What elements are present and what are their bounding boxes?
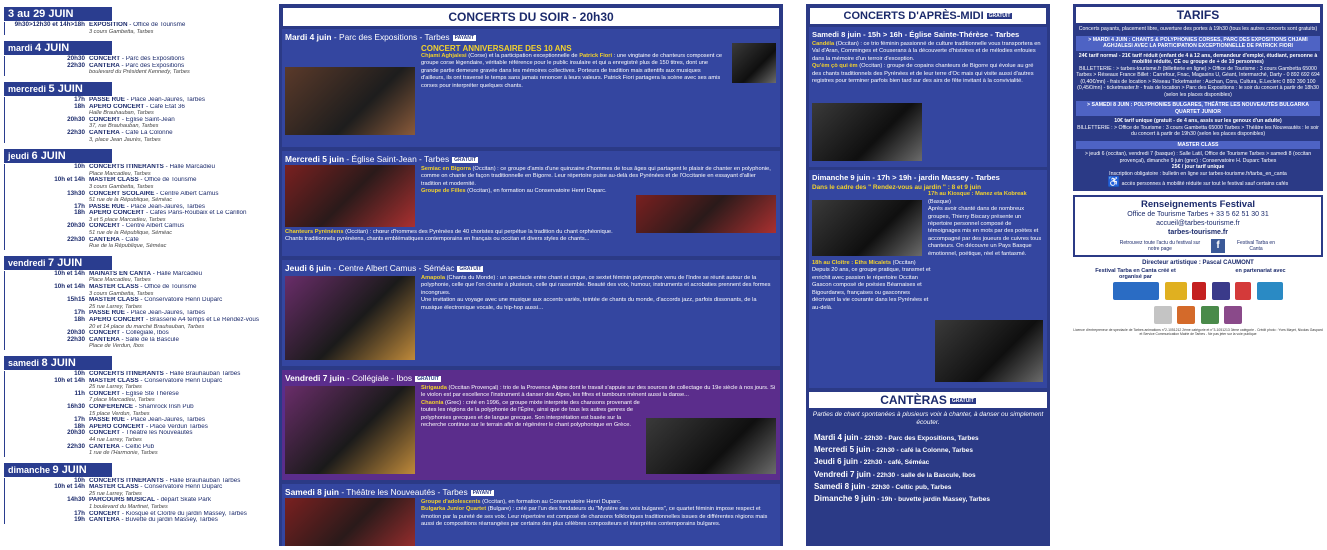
event-venue: - Shamrock Irish Pub	[133, 403, 194, 410]
schedule-event	[4, 484, 266, 497]
schedule-day	[4, 79, 266, 143]
event-venue: - Halle Brauhauban Tarbes	[163, 370, 241, 377]
canteras-title: CANTÈRAS GRATUIT	[809, 392, 1047, 408]
gratuit-badge: GRATUIT	[951, 397, 974, 404]
partner-logo	[1224, 306, 1242, 324]
organizer-label: Festival Tarba en Canta créé et organisé par	[1095, 267, 1176, 280]
event-title: CONCERT	[89, 430, 121, 437]
partner-logo	[1201, 306, 1219, 324]
event-address: 25 rue Larrey, Tarbes	[89, 303, 142, 310]
event-venue: - Office de Tourisme	[127, 22, 186, 28]
cantera-item: Dimanche 9 juin - 19h - buvette jardin Massey, Tarbes	[814, 494, 990, 504]
schedule-day-header: jeudi 6 JUIN	[4, 149, 112, 163]
event-title: PASSE RUE	[89, 417, 125, 424]
billetterie-info: BILLETTERIE : > Office de Tourisme : 3 cours Gambetta 65000 Tarbes > Théâtre les Nouveautés : le soir du concert à partir de 19h30 (selon les places disponibles)	[1077, 124, 1319, 137]
event-title: PARCOURS MUSICAL	[89, 497, 156, 504]
event-time: 10h	[74, 476, 85, 484]
event-time: 17h	[74, 202, 85, 210]
event-venue: - Conservatoire Henri Duparc	[138, 297, 223, 304]
event-time: 10h et 14h	[54, 376, 85, 384]
event-title: CONCERT	[89, 56, 121, 63]
event-title: CONCERT	[89, 330, 121, 337]
concert-card-wednesday	[282, 151, 780, 256]
event-venue: - Conservatoire Henri Duparc	[138, 377, 223, 384]
schedule-event	[4, 56, 266, 63]
event-title: CANTÈRA	[89, 62, 120, 69]
tarbes-animations-logo	[1113, 282, 1159, 300]
event-venue: - Celtic Pub	[119, 443, 155, 450]
event-title: CONCERT	[89, 223, 121, 230]
schedule-day	[4, 253, 266, 350]
schedule-event	[4, 417, 266, 424]
legal-notice: Licence d'entrepreneur de spectacle de Tarbes animations n°2-1051212 2ème catégorie et n°3-1051213 3ème catégorie - Crédit photo : Yves Mayet, Nicolas Gaspard et Service Communication Mairie de Tarbes - Ne pas jeter sur la voie publique	[1073, 327, 1323, 336]
schedule-event	[4, 204, 266, 211]
info-column	[1073, 4, 1323, 546]
canteras-block	[809, 392, 1047, 505]
schedule-event	[4, 104, 266, 117]
event-time: 17h	[74, 309, 85, 317]
event-time: 17h	[74, 509, 85, 517]
facebook-page-name: Festival Tarba en Canta	[1237, 239, 1275, 252]
contact-block	[1073, 195, 1323, 257]
event-time: 10h et 14h	[54, 176, 85, 184]
concert-description: Sirigauda (Occitan Provençal) : trio de la Provence Alpine dont le travail s'appuie sur des sources de collectage du 19e siècle à nos jours. Si le violon est par excellence l'instrument à danser des Alpes, les fifres et tambours mènent aussi la danse...	[421, 385, 776, 399]
event-address: Place de Verdun, Ibos	[89, 343, 144, 350]
schedule-day-header: mardi 4 JUIN	[4, 41, 112, 55]
concert-photo	[812, 200, 922, 256]
canteras-list	[809, 432, 1047, 505]
event-venue: - Eglise Ste Thérèse	[120, 390, 179, 397]
event-venue: - Halle Brauhauban Tarbes	[163, 477, 241, 484]
canteras-intro: Parties de chant spontanées à plusieurs voix à chanter, à danser ou simplement écouter.	[812, 411, 1044, 426]
event-time: 13h30	[67, 189, 85, 197]
payant-badge: GRATUIT	[459, 265, 482, 272]
event-address: Halle Brauhauban, Tarbes	[89, 110, 154, 117]
cantera-item: Mercredi 5 juin - 22h30 - café la Colonne, Tarbes	[814, 445, 973, 455]
event-time: 20h30	[67, 115, 85, 123]
event-title: MASTER CLASS	[89, 177, 139, 184]
event-venue: - Cafés Paris-Roubaix et Le Carillon	[144, 210, 247, 217]
event-address: 20 et 14 place du marché Brauhauban, Tarbes	[89, 323, 205, 330]
contact-website[interactable]: tarbes-tourisme.fr	[1168, 228, 1228, 236]
concert-card-thursday	[282, 260, 780, 366]
event-venue: - Place Jean-Jaurès, Tarbes	[124, 310, 205, 317]
tarifs-title: TARIFS	[1076, 7, 1320, 23]
event-venue: - Café	[119, 236, 139, 243]
event-time: 18h	[74, 209, 85, 217]
event-venue: - Conservatoire Henri Duparc	[138, 484, 223, 491]
event-venue: - Place Jean-Jaurès, Tarbes	[124, 203, 205, 210]
afternoon-card-saturday: Samedi 8 juin - 15h > 16h - Église Sainte-Thérèse - Tarbes Candéla (Occitan) : ce trio féminin passionné de culture traditionnelle vous transportera en Val d'Aran, Comminges et Couserans à la découverte d'histoires et de mélodies enfouies dans la mémoire d'un terroir d'exception. Qu'èm çò qui èm (Occitan) : groupe de copains chanteurs de Bigorre qui évolue au gré des chants traditionnels des Pyrénées et de leur terre d'Oc mais qui visite aussi d'autres registres pour terminer parfois bien tard sur des airs de fête invitant à la convivialité.	[809, 27, 1047, 167]
partner-logo	[1235, 282, 1251, 300]
schedule-event	[4, 310, 266, 317]
concert-description: Groupe d'adolescents (Occitan), en formation au Conservatoire Henri Duparc. Bulgarka Junior Quartet (Bulgare) : créé par l'un des fondateurs du "Mystère des voix bulgares", ce quartet féminin impose respect et émotion par la pureté de ses voix. Leur répertoire est composé de chansons folkloriques traditionnelles issues de différentes régions mais aussi de compositions réarrangées par certains des plus célèbres compositeurs et interprètes contemporains bulgares.	[421, 499, 768, 528]
concert-description: Chaonia (Grec) : créé en 1996, ce groupe mixte interprète des chansons provenant de toutes les régions de la polyphonie de l'Épire, ainsi que de tous les autres genres de polyphonies grecques et de langue grecque. Son interprétation est basée sur la recherche continue sur le terrain afin de régénérer le chant polyphonique en Grèce.	[421, 399, 640, 429]
event-title: CANTÈRA	[89, 236, 120, 243]
event-time: 20h30	[67, 222, 85, 230]
schedule-event	[4, 223, 266, 236]
schedule-day	[4, 146, 266, 250]
event-address: 51 rue de la République, Séméac	[89, 230, 173, 237]
payant-badge: PAYANT	[454, 34, 474, 41]
schedule-day	[4, 353, 266, 457]
concert-photo	[285, 386, 415, 474]
event-address: 3, place Jean Jaurès, Tarbes	[89, 136, 161, 143]
schedule-day-header: dimanche 9 JUIN	[4, 463, 112, 477]
event-address: 3 cours Gambetta, Tarbes	[89, 28, 154, 35]
event-venue: - Halle Marcadieu	[151, 270, 203, 277]
event-title: EXPOSITION	[89, 22, 128, 28]
event-time: 22h30	[67, 442, 85, 450]
event-title: CANTÈRA	[89, 129, 120, 136]
evening-concerts-panel	[279, 4, 783, 546]
event-time: 20h30	[67, 329, 85, 337]
event-title: CONCERTS ITINÉRANTS	[89, 164, 164, 171]
schedule-day	[4, 38, 266, 76]
concert-photo	[285, 276, 415, 360]
tarif-price: 24€ tarif normal - 21€ tarif réduit (enfant de 4 à 12 ans, demandeur d'emploi, étudiant, personne à mobilité réduite, CE ou groupe de + de 10 personnes)	[1078, 52, 1318, 65]
event-address: 44 rue Larrey, Tarbes	[89, 436, 142, 443]
schedule-event	[4, 511, 266, 518]
concert-description: CONCERT ANNIVERSAIRE DES 10 ANS Chjami Aghjalesi (Corse) et la participation exceptionnelle de Patrick Fiori : une vingtaine de chanteurs composent ce groupe corse légendaire, véritable référence pour le public insulaire et qui a enregistré plus de 150 titres, dont une grande partie demeure gravée dans les mémoires collectives. Porteurs de tradition mais attentifs aux musiques d'ailleurs, ils ont traversé le temps sans jamais renoncer à leurs valeurs. Patrick Fiori partagera la scène avec ses amis corses pour interpréter quelques chants.	[421, 44, 725, 90]
partner-label: en partenariat avec	[1235, 267, 1286, 274]
event-time: 19h	[74, 516, 85, 524]
schedule-event	[4, 97, 266, 104]
credits-block	[1073, 260, 1323, 336]
partner-logo	[1257, 282, 1283, 300]
tarif-band: > MARDI 4 JUIN : CHANTS & POLYPHONIES CORSES, PARC DES EXPOSITIONS CHJAMI AGHJALESI AVEC LA PARTICIPATION EXCEPTIONNELLE DE PATRICK FIORI	[1076, 36, 1320, 51]
cantera-item: Vendredi 7 juin - 22h30 - salle de la Bascule, Ibos	[814, 469, 976, 479]
schedule-day-header: 3 au 29 JUIN	[4, 7, 112, 21]
event-title: CONCERTS ITINÉRANTS	[89, 477, 164, 484]
concert-photo	[636, 195, 776, 233]
event-title: CONCERTS ITINÉRANTS	[89, 370, 164, 377]
event-address: 25 rue Larrey, Tarbes	[89, 384, 142, 391]
schedule-day	[4, 4, 266, 35]
event-address: 1 boulevard du Martinet, Tarbes	[89, 504, 168, 511]
partner-logo	[1192, 282, 1206, 300]
event-venue: - Place Jean-Jaurès, Tarbes	[124, 417, 205, 424]
concert-title: Samedi 8 juin - 15h > 16h - Église Sainte-Thérèse - Tarbes	[812, 30, 1020, 39]
schedule-event	[4, 237, 266, 250]
event-title: CONCERT	[89, 116, 121, 123]
concert-title: Jeudi 6 juin - Centre Albert Camus - Séméac GRATUIT	[285, 263, 482, 273]
concert-card-saturday	[282, 484, 780, 546]
schedule-event	[4, 271, 266, 284]
event-venue: - Café La Colonne	[119, 129, 173, 136]
billetterie-info: BILLETTERIE : > tarbes-tourisme.fr (billetterie en ligne) > Office de Tourisme : 3 cours Gambetta 65000 Tarbes > Réseaux France Billet : Carrefour, Fnac, Magasins U, Géant, Intermarché, Darty - 0 892 692 694 (0,40€/mn) - frais de location > Réseau Ticketmaster : Auchan, Cora, Cultura, E.Leclerc 0 892 390 100 (0,45€/mn) - ticketmaster.fr - frais de location > Parc des Expositions : le soir du concert à partir de 18h30 (selon les places disponibles)	[1076, 65, 1320, 98]
concert-description: Amapola (Chants du Monde) : un spectacle entre chant et cirque, ce sextet féminin polymorphe venu de l'Indre se réunit autour de la polyphonie, celle que l'on chante à plusieurs, celle qui rassemble. Beauté des voix, humour, instruments et acrobaties prennent des formes incongrues. Une invitation au voyage avec une musique aux accents variés, teintée de chants du monde, d'accords jazz, parfois dissonants, de la musique électronique vocale, du hip-hop aussi…	[421, 275, 771, 311]
event-address: 7 place Marcadieu, Tarbes	[89, 397, 155, 404]
event-title: PASSE RUE	[89, 310, 125, 317]
cantera-item: Jeudi 6 juin - 22h30 - café, Séméac	[814, 457, 930, 467]
gratuit-badge: GRATUIT	[417, 375, 439, 382]
event-time: 17h	[74, 416, 85, 424]
concert-description: Chanteurs Pyrénéens (Occitan) : chœur d'hommes des Pyrénées de 40 choristes qui perpétue la tradition du chant orphéonique. Chants traditionnels pyrénéens, chants emblématiques contemporains en français ou occitan et divers styles de chants...	[285, 229, 613, 243]
event-time: 10h	[74, 163, 85, 171]
concert-photo	[646, 418, 776, 474]
schedule-event	[4, 517, 266, 524]
event-venue: - Office de Tourisme	[138, 177, 197, 184]
schedule-event	[4, 284, 266, 297]
gratuit-badge: GRATUIT	[454, 156, 477, 163]
tarif-band: MASTER CLASS	[1076, 141, 1320, 150]
concert-card-friday	[282, 370, 780, 480]
cantera-item: Mardi 4 juin - 22h30 - Parc des Expositions, Tarbes	[814, 433, 979, 442]
schedule-event	[4, 177, 266, 190]
masterclass-registration: Inscription obligatoire : bulletin en ligne sur tarbes-tourisme.fr/tarba_en_canta	[1109, 170, 1287, 177]
schedule-day-header: mercredi 5 JUIN	[4, 82, 112, 96]
schedule-event	[4, 391, 266, 404]
schedule-event	[4, 63, 266, 76]
event-title: MASTER CLASS	[89, 377, 139, 384]
schedule-event	[4, 210, 266, 223]
event-address: 3 cours Gambetta, Tarbes	[89, 290, 154, 297]
schedule-event	[4, 444, 266, 457]
schedule-event	[4, 478, 266, 485]
concert-subtitle: Dans le cadre des " Rendez-vous au jardin " : 8 et 9 juin	[812, 184, 982, 191]
contact-phone: Office de Tourisme Tarbes + 33 5 62 51 30 31	[1127, 210, 1269, 218]
event-time: 18h	[74, 102, 85, 110]
event-address: 3 cours Gambetta, Tarbes	[89, 183, 154, 190]
event-time: 10h et 14h	[54, 283, 85, 291]
tarif-band: > SAMEDI 8 JUIN : POLYPHONIES BULGARES, THÉÂTRE LES NOUVEAUTÉS BULGARKA QUARTET JUNIOR	[1076, 101, 1320, 116]
cantera-item: Samedi 8 juin - 22h30 - Celtic pub, Tarbes	[814, 481, 952, 491]
concert-title: Mercredi 5 juin - Église Saint-Jean - Tarbes GRATUIT	[285, 154, 477, 164]
schedule-event	[4, 317, 266, 330]
tarifs-block	[1073, 4, 1323, 191]
schedule-event	[4, 117, 266, 130]
tarifs-intro: Concerts payants, placement libre, ouverture des portes à 19h30 (tous les autres concerts sont gratuits)	[1078, 26, 1318, 32]
concert-description: Depuis 20 ans, ce groupe pratique, transmet et enrichit avec passion le répertoire Occitan Gascon composé de poésies Béarnaises et Bigourdanes, françaises ou gasconnes décrivant la vie courante dans les Pyrénées et au-delà.	[812, 267, 931, 311]
event-title: CANTÈRA	[89, 443, 120, 450]
event-time: 20h30	[67, 55, 85, 63]
schedule-day-header: vendredi 7 JUIN	[4, 256, 112, 270]
event-address: 3 et 5 place Marcadieu, Tarbes	[89, 216, 166, 223]
event-address: 15 place Verdun, Tarbes	[89, 410, 150, 417]
event-venue: - Buvette du jardin Massey, Tarbes	[119, 517, 218, 524]
gratuit-badge: GRATUIT	[988, 13, 1011, 20]
event-venue: - départ Skate Park	[155, 497, 212, 504]
schedule-event	[4, 330, 266, 337]
event-time: 22h30	[67, 61, 85, 69]
concert-title: Samedi 8 juin - Théâtre les Nouveautés - Tarbes PAYANT	[285, 487, 492, 497]
event-venue: - Brasserie A4 temps et Le Rendez-vous	[144, 317, 260, 323]
schedule-event	[4, 371, 266, 378]
event-time: 20h30	[67, 429, 85, 437]
concert-photo	[285, 67, 415, 135]
event-time: 22h30	[67, 128, 85, 136]
masterclass-price: 25€ / jour tarif unique	[1171, 164, 1225, 170]
event-time: 18h	[74, 422, 85, 430]
event-time: 10h	[74, 369, 85, 377]
concert-photo	[285, 498, 415, 546]
schedule-column	[4, 4, 266, 546]
event-address: boulevard du Président Kennedy, Tarbes	[89, 69, 190, 76]
event-venue: - Centre Albert Camus	[120, 223, 185, 230]
event-time: 16h30	[67, 402, 85, 410]
artistic-director: Directeur artistique : Pascal CAUMONT	[1142, 259, 1254, 266]
partner-logo	[1154, 306, 1172, 324]
afternoon-card-sunday: Dimanche 9 juin - 17h > 19h - jardin Massey - Tarbes Dans le cadre des " Rendez-vous au jardin " : 8 et 9 juin 17h au Kiosque : Manez eta Kobreak (Basque) Après avoir chanté dans de nombreux groupes, Thierry Biscary présente un répertoire personnel composé de témoignages mis en mots par des poètes et accompagné par des joueurs de cuivres tous chanteurs. On découvre un Pays Basque émotionnel, poétique, réel et fantasmé. 18h au Cloître : Eths Micalets (Occitan) Depuis 20 ans, ce groupe pratique, transmet et enrichit avec passion le répertoire Occitan Gascon composé de poésies Béarnaises et Bigourdanes, françaises ou gasconnes décrivant la vie courante dans les Pyrénées et au-delà.	[809, 170, 1047, 388]
partner-logo	[1212, 282, 1230, 300]
concert-photo	[285, 165, 415, 227]
event-time: 11h	[74, 389, 85, 397]
event-title: APÉRO CONCERT	[89, 103, 145, 110]
event-address: Place Marcadieu, Tarbes	[89, 170, 151, 177]
event-title: MASTER CLASS	[89, 297, 139, 304]
event-address: 51 rue de la République, Séméac	[89, 197, 173, 204]
event-time: 18h	[74, 316, 85, 323]
tarif-price: 10€ tarif unique (gratuit - de 4 ans, assis sur les genoux d'un adulte)	[1114, 118, 1282, 124]
event-address: 1 rue de l'Harmonie, Tarbes	[89, 450, 158, 457]
concert-photo	[812, 103, 922, 161]
event-title: CANTÈRA	[89, 517, 120, 524]
partner-logo	[1177, 306, 1195, 324]
concert-title: Dimanche 9 juin - 17h > 19h - jardin Massey - Tarbes	[812, 173, 1000, 182]
schedule-event	[4, 164, 266, 177]
event-title: CANTÈRA	[89, 336, 120, 343]
payant-badge: PAYANT	[472, 489, 492, 496]
event-time: 14h30	[67, 496, 85, 504]
event-title: APÉRO CONCERT	[89, 210, 145, 217]
schedule-event	[4, 424, 266, 431]
event-venue: - Salle de la Bascule	[119, 336, 179, 343]
event-time: 22h30	[67, 335, 85, 343]
schedule-day-header: samedi 8 JUIN	[4, 356, 112, 370]
schedule-event	[4, 297, 266, 310]
event-title: CONFÉRENCE	[89, 403, 134, 410]
evening-concerts-header: CONCERTS DU SOIR - 20h30	[283, 8, 779, 26]
event-venue: - Parc des Expositions	[119, 62, 185, 69]
event-title: APÉRO CONCERT	[89, 317, 145, 323]
event-time: 17h	[74, 95, 85, 103]
schedule-event	[4, 22, 266, 35]
afternoon-concerts-header: CONCERTS D'APRÈS-MIDI GRATUIT	[810, 8, 1046, 24]
event-venue: - Eglise Saint-Jean	[120, 116, 175, 123]
concert-photo	[935, 320, 1043, 382]
event-address: 25 rue Larrey, Tarbes	[89, 490, 142, 497]
schedule-event	[4, 404, 266, 417]
event-title: CONCERT	[89, 390, 121, 397]
event-venue: - Halle Marcadieu	[163, 164, 215, 171]
concert-description: Qu'èm çò qui èm (Occitan) : groupe de copains chanteurs de Bigorre qui évolue au gré des chants traditionnels des Pyrénées et de leur terre d'Oc mais qui visite aussi d'autres registres pour terminer parfois bien tard sur des airs de fête invitant à la convivialité.	[812, 63, 1034, 85]
afternoon-concerts-panel	[806, 4, 1050, 546]
event-venue: - Collégiale, Ibos	[120, 330, 169, 337]
facebook-follow-text: Retrouvez toute l'actu du festival sur notre page	[1119, 239, 1201, 252]
event-time: 22h30	[67, 235, 85, 243]
concert-card-tuesday	[282, 29, 780, 147]
event-time: 15h15	[67, 296, 85, 304]
event-title: MASTER CLASS	[89, 484, 139, 491]
concert-title: Mardi 4 juin - Parc des Expositions - Tarbes PAYANT	[285, 32, 474, 42]
event-venue: - Kiosque et Cloître du jardin Massey, Tarbes	[120, 510, 247, 517]
event-address: 37, rue Brauhauban, Tarbes	[89, 123, 159, 130]
event-title: MAINATS EN CANTA	[89, 270, 152, 277]
event-address: Place Marcadieu, Tarbes	[89, 277, 151, 284]
event-venue: - Place Verdun Tarbes	[144, 423, 208, 430]
contact-title: Renseignements Festival	[1140, 198, 1256, 210]
masterclass-info: > jeudi 6 (occitan), vendredi 7 (basque) : Salle Latil, Office de Tourisme Tarbes > samedi 8 (occitan provençal), dimanche 9 juin (grec) : Conservatoire H. Duparc Tarbes	[1084, 151, 1312, 164]
accessibility-note: accès personnes à mobilité réduite sur tout le festival sauf certains cafés	[1121, 181, 1289, 187]
event-time: 9h30>12h30 et 14h>18h	[14, 21, 85, 28]
concert-description: Semiac en Bigorra (Occitan) : ce groupe d'amis d'une quinzaine d'hommes de tous âges qui partagent le plaisir de chanter en polyphonie, comme on chante de façon traditionnelle en Bigorre. Leur répertoire puise au-delà des Pyrénées et de l'Occitanie en essayant d'allier tradition et modernité. Groupe de Filles (Occitan), en formation au Conservatoire Henri Duparc.	[421, 166, 771, 195]
contact-email[interactable]: accueil@tarbes-tourisme.fr	[1156, 219, 1240, 227]
concert-photo	[732, 43, 776, 83]
event-venue: - Place Jean-Jaurès, Tarbes	[124, 96, 205, 103]
event-venue: - Centre Albert Camus	[154, 190, 219, 197]
schedule-event	[4, 337, 266, 350]
schedule-event	[4, 430, 266, 443]
event-venue: - Café Etat 36	[144, 103, 185, 110]
schedule-event	[4, 497, 266, 510]
schedule-event	[4, 191, 266, 204]
schedule-event	[4, 378, 266, 391]
facebook-icon[interactable]: f	[1211, 239, 1225, 253]
event-time: 10h et 14h	[54, 483, 85, 491]
concert-title: Vendredi 7 juin - Collégiale - Ibos GRATUIT	[285, 373, 439, 383]
event-address: Rue de la République, Séméac	[89, 243, 167, 250]
schedule-event	[4, 130, 266, 143]
wheelchair-icon: ♿	[1107, 177, 1121, 188]
event-title: CONCERT SCOLAIRE	[89, 190, 155, 197]
concert-headline: CONCERT ANNIVERSAIRE DES 10 ANS	[421, 44, 572, 53]
event-title: PASSE RUE	[89, 96, 125, 103]
event-title: MASTER CLASS	[89, 284, 139, 291]
event-time: 10h et 14h	[54, 269, 85, 277]
event-venue: - Office de Tourisme	[138, 284, 197, 291]
event-title: PASSE RUE	[89, 203, 125, 210]
event-title: CONCERT	[89, 510, 121, 517]
event-venue: - Théâtre les Nouveautés	[120, 430, 193, 437]
event-title: APÉRO CONCERT	[89, 423, 145, 430]
partner-logo	[1165, 282, 1187, 300]
schedule-day	[4, 460, 266, 524]
event-venue: - Parc des Expositions	[120, 56, 185, 63]
concert-description: 17h au Kiosque : Manez eta Kobreak (Basque) Après avoir chanté dans de nombreux groupes, Thierry Biscary présente un répertoire personnel composé de témoignages mis en mots par des poètes et accompagné par des joueurs de cuivres tous chanteurs. On découvre un Pays Basque émotionnel, poétique, réel et fantasmé.	[928, 191, 1042, 257]
